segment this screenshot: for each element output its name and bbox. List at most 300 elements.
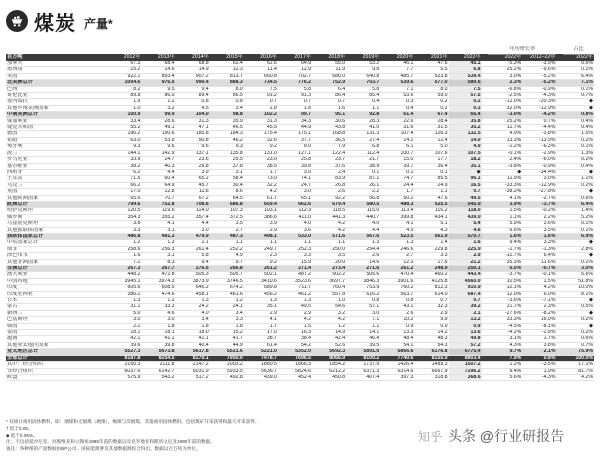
value-cell: 49.8 — [449, 336, 482, 342]
value-cell: 47.1 — [176, 125, 210, 131]
growth-header: 2012–22年 — [522, 54, 556, 61]
growth-cell: -20.3% — [522, 99, 556, 105]
value-cell: 267.3 — [107, 266, 141, 272]
value-cell: 1.3 — [346, 240, 380, 246]
value-cell: 0.2 — [449, 99, 482, 105]
growth-cell: 5.9% — [488, 221, 522, 227]
value-cell: 119.6 — [141, 208, 175, 214]
value-cell: 674.2 — [210, 285, 244, 291]
value-cell: 18.2 — [449, 157, 482, 163]
growth-cell: -3.7% — [522, 201, 556, 207]
share-cell: 0.4% — [563, 118, 594, 124]
value-cell: 102.2 — [244, 112, 278, 118]
growth-cell: -6.0% — [522, 157, 556, 163]
value-cell: 18.1 — [107, 330, 141, 336]
growth-cell: 1.5% — [522, 278, 556, 284]
value-cell: 570.7 — [449, 233, 482, 239]
row-label: 委内瑞拉 — [6, 99, 107, 105]
value-cell: 39.5 — [346, 342, 380, 348]
value-cell: 1489.3 — [414, 362, 448, 368]
row-label: 俄罗斯 — [6, 214, 107, 220]
value-cell: 36.5 — [312, 137, 346, 143]
value-cell: 39.8 — [278, 163, 312, 169]
value-cell: 580.6 — [449, 80, 482, 86]
value-cell: 7.9 — [312, 144, 346, 150]
value-cell: 4.2 — [312, 317, 346, 323]
value-cell: 608.5 — [141, 285, 175, 291]
value-cell: 2.2 — [346, 189, 380, 195]
value-cell: 32.2 — [244, 182, 278, 188]
value-cell: 3.3 — [210, 317, 244, 323]
row-label: 印度尼西亚 — [6, 291, 107, 297]
value-cell: 168.8 — [312, 131, 346, 137]
growth-cell: -13.9% — [522, 137, 556, 143]
value-cell: 461.2 — [278, 291, 312, 297]
value-cell: 434.1 — [414, 214, 448, 220]
value-cell: 1.1 — [414, 189, 448, 195]
value-cell: 43.8 — [312, 125, 346, 131]
growth-cell: -4.4% — [522, 125, 556, 131]
value-cell: 8.0 — [414, 86, 448, 92]
value-cell: 5.5 — [414, 67, 448, 73]
value-cell: 131.3 — [346, 131, 380, 137]
value-cell: 1.9 — [107, 99, 141, 105]
value-cell: 91.2 — [244, 93, 278, 99]
value-cell: 65.1 — [278, 195, 312, 201]
year-header-row — [6, 54, 594, 61]
row-label: 加拿大 — [6, 61, 107, 67]
growth-cell: 3.5% — [522, 227, 556, 233]
value-cell: 39.2 — [449, 304, 482, 310]
value-cell: 46.4 — [346, 336, 380, 342]
value-cell: 458.1 — [176, 291, 210, 297]
value-cell: 40.4 — [176, 342, 210, 348]
value-cell: 9.5 — [141, 86, 175, 92]
growth-cell: 11.6% — [522, 259, 556, 265]
value-cell: 59.0 — [414, 93, 448, 99]
value-cell: ◆ — [449, 169, 482, 175]
value-cell: 175.1 — [278, 131, 312, 137]
row-label: 泰国 — [6, 330, 107, 336]
growth-cell: -4.5% — [488, 323, 522, 329]
value-cell: 28.4 — [414, 118, 448, 124]
value-cell: 6212.2 — [312, 368, 346, 374]
value-cell: 99.9 — [141, 112, 175, 118]
value-cell: 397.3 — [380, 374, 414, 380]
value-cell: 498.1 — [244, 233, 278, 239]
value-cell: 1866.3 — [278, 362, 312, 368]
growth-cell: -0.1% — [522, 272, 556, 278]
value-cell: 399.8 — [380, 214, 414, 220]
footnote: † 低于0.05。 — [6, 425, 33, 431]
share-cell: 0.1% — [563, 86, 594, 92]
row-label: 哈萨克斯坦 — [6, 208, 107, 214]
value-cell: 0.4 — [346, 99, 380, 105]
value-cell: 7.5 — [244, 86, 278, 92]
growth-group-header: 年均增长率 — [488, 46, 556, 54]
value-cell: 16.5 — [449, 182, 482, 188]
value-cell: 5521.6 — [210, 349, 244, 355]
value-cell: 0.8 — [210, 99, 244, 105]
value-cell: 472.8 — [141, 272, 175, 278]
value-cell: 29.8 — [176, 163, 210, 169]
value-cell: 46.5 — [210, 125, 244, 131]
value-cell: 1.1 — [312, 240, 346, 246]
value-cell: 261.4 — [176, 246, 210, 252]
growth-cell: 1.5% — [488, 208, 522, 214]
value-cell: 4.2 — [244, 189, 278, 195]
value-cell: 86.0 — [141, 93, 175, 99]
row-label: 韩国 — [6, 323, 107, 329]
value-cell: 2.9 — [244, 227, 278, 233]
value-cell: 35.1 — [244, 304, 278, 310]
value-cell: 249.7 — [244, 246, 278, 252]
value-cell: 505.3 — [176, 272, 210, 278]
value-cell: 31.5 — [414, 125, 448, 131]
value-cell: 4.6 — [449, 227, 482, 233]
value-cell: 45.1 — [449, 61, 482, 67]
gap-cell — [556, 54, 563, 61]
growth-cell: 3.9% — [488, 201, 522, 207]
value-cell: 67.3 — [107, 61, 141, 67]
value-cell: 63.0 — [107, 137, 141, 143]
row-label: 蒙古 — [6, 304, 107, 310]
share-cell: 0.1% — [563, 221, 594, 227]
growth-cell: 5.6% — [488, 374, 522, 380]
value-cell: 3410.6 — [244, 278, 278, 284]
unit-header: 百万吨 — [6, 54, 107, 61]
share-cell: ◆ — [563, 310, 594, 316]
value-cell: 474.6 — [141, 291, 175, 297]
value-cell: 103.1 — [244, 208, 278, 214]
year-header: 2020年 — [380, 54, 414, 61]
value-cell: 24.9 — [414, 182, 448, 188]
value-cell: 686.0 — [312, 73, 346, 79]
value-cell: 2.6 — [312, 189, 346, 195]
growth-cell: -0.9% — [522, 163, 556, 169]
value-cell: 357.4 — [176, 214, 210, 220]
value-cell: 488.3 — [380, 201, 414, 207]
page-subtitle: 产量* — [84, 16, 113, 31]
value-cell: 1.0 — [312, 298, 346, 304]
value-cell: 571.6 — [312, 233, 346, 239]
value-cell: 38.2 — [107, 163, 141, 169]
value-cell: 3.8 — [107, 221, 141, 227]
value-cell: 3.0 — [346, 310, 380, 316]
value-cell: 481.3 — [141, 233, 175, 239]
value-cell: 8.0 — [278, 144, 312, 150]
row-label: 日本 — [6, 298, 107, 304]
growth-cell: 1.9% — [522, 368, 556, 374]
value-cell: 539.4 — [449, 73, 482, 79]
value-cell: 1.3 — [176, 298, 210, 304]
value-cell: 38.9 — [346, 163, 380, 169]
value-cell: 33.9 — [107, 157, 141, 163]
value-cell: 32.6 — [244, 137, 278, 143]
value-cell: 5352.0 — [278, 349, 312, 355]
growth-cell: 0.5% — [488, 266, 522, 272]
value-cell: 126.3 — [414, 131, 448, 137]
value-cell: 5.0 — [107, 310, 141, 316]
value-cell: 42.1 — [107, 336, 141, 342]
value-cell: 46.1 — [380, 61, 414, 67]
value-cell: 49.5 — [449, 195, 482, 201]
value-cell: 258.6 — [107, 246, 141, 252]
row-label: 英国 — [6, 189, 107, 195]
year-header: 2012年 — [107, 54, 141, 61]
value-cell: 31.3 — [176, 118, 210, 124]
value-cell: 46.2 — [210, 137, 244, 143]
value-cell: 3.0 — [141, 317, 175, 323]
growth-cell: -38.2% — [488, 189, 522, 195]
value-cell: 12.9 — [278, 67, 312, 73]
share-cell: 51.8% — [563, 278, 594, 284]
footnote: 备注：各种煤的产量数据由BP公司、国际能源署及其他数据源综合得出。数据以百万吨为单位。 — [6, 446, 201, 452]
value-cell: 3523.6 — [278, 278, 312, 284]
growth-cell: 0.7% — [522, 118, 556, 124]
value-cell: 907.2 — [176, 73, 210, 79]
value-cell: 4.4 — [346, 227, 380, 233]
row-label: 欧盟 — [6, 374, 107, 380]
value-cell: 4.5 — [380, 227, 414, 233]
value-cell: 734.5 — [244, 80, 278, 86]
share-cell: ◆ — [563, 240, 594, 246]
growth-cell: 16.0% — [522, 317, 556, 323]
share-cell: 8.1% — [563, 291, 594, 297]
growth-cell: -5.3% — [488, 61, 522, 67]
value-cell: 9.2 — [244, 259, 278, 265]
value-cell: 35.8 — [449, 118, 482, 124]
value-cell: 120.5 — [107, 208, 141, 214]
value-cell: 57.1 — [346, 304, 380, 310]
value-cell: 3846.3 — [346, 278, 380, 284]
growth-cell: -3.6% — [488, 298, 522, 304]
value-cell: 24.2 — [176, 304, 210, 310]
value-cell: 17.0 — [244, 330, 278, 336]
value-cell: 460.2 — [414, 272, 448, 278]
value-cell: 525.5 — [414, 201, 448, 207]
value-cell: 0.9 — [414, 323, 448, 329]
value-cell: 614.0 — [414, 291, 448, 297]
value-cell: 4.0 — [278, 221, 312, 227]
value-cell: 0.7 — [312, 99, 346, 105]
value-cell: 18.0 — [176, 330, 210, 336]
value-cell: 813.7 — [210, 73, 244, 79]
share-cell: 0.2% — [563, 137, 594, 143]
value-cell: 441.3 — [312, 214, 346, 220]
value-cell: 976.5 — [141, 80, 175, 86]
value-cell: 8.0 — [210, 86, 244, 92]
value-cell: 0.3 — [449, 105, 482, 111]
value-cell: 41.7 — [210, 336, 244, 342]
value-cell: 53.2 — [346, 61, 380, 67]
share-cell: 0.1% — [563, 144, 594, 150]
value-cell: 144.1 — [107, 150, 141, 156]
value-cell: 37.6 — [312, 163, 346, 169]
value-cell: 1.2 — [141, 298, 175, 304]
value-cell: 47.6 — [414, 61, 448, 67]
growth-cell: -4.2% — [522, 112, 556, 118]
value-cell: 85.5 — [414, 176, 448, 182]
value-cell: 48.4 — [380, 336, 414, 342]
row-label: 乌兹别克斯坦 — [6, 221, 107, 227]
value-cell: 7696.5 — [278, 355, 312, 361]
value-cell: 543.2 — [141, 374, 175, 380]
value-cell: 25.8 — [278, 157, 312, 163]
value-cell: 15.9 — [278, 259, 312, 265]
value-cell: 55.2 — [107, 125, 141, 131]
year-header: 2016年 — [244, 54, 278, 61]
value-cell: 0.3 — [380, 99, 414, 105]
value-cell: 39.7 — [380, 163, 414, 169]
growth-cell: 33.3% — [488, 317, 522, 323]
value-cell: 70.7 — [141, 195, 175, 201]
share-cell: 17.1% — [563, 362, 594, 368]
share-cell: 0.1% — [563, 67, 594, 73]
value-cell: 28.6 — [141, 118, 175, 124]
footnote: 注：不包括爱沙尼亚。拉脱维亚和立陶宛1985年前的数据以及克罗地亚和斯洛文尼亚1990年前的数据。 — [6, 439, 215, 445]
value-cell: 61.4 — [244, 342, 278, 348]
value-cell: 1.3 — [141, 240, 175, 246]
value-cell: 5866.6 — [380, 349, 414, 355]
value-cell: 7950.0 — [210, 355, 244, 361]
share-cell: 3.0% — [563, 266, 594, 272]
growth-header: 2022年 — [488, 54, 522, 61]
growth-cell: -4.2% — [488, 330, 522, 336]
value-cell: 54.3 — [414, 342, 448, 348]
value-cell: 3.1 — [210, 169, 244, 175]
row-label: 其中：经合组织 — [6, 362, 107, 368]
value-cell: 2150.3 — [107, 362, 141, 368]
value-cell: 6176.8 — [414, 349, 448, 355]
value-cell: 14.6 — [141, 67, 175, 73]
value-cell: 98.8 — [210, 112, 244, 118]
value-cell: 68.8 — [176, 61, 210, 67]
value-cell: 100.9 — [107, 112, 141, 118]
value-cell: 73.0 — [244, 176, 278, 182]
value-cell: 1.2 — [312, 323, 346, 329]
value-cell: 55.0 — [312, 61, 346, 67]
value-cell: 5636.7 — [244, 368, 278, 374]
row-label: 中国内地 — [6, 278, 107, 284]
value-cell: 17.0 — [107, 189, 141, 195]
growth-cell: 4.9% — [488, 131, 522, 137]
value-cell: 0.9 — [380, 323, 414, 329]
value-cell: 26.8 — [312, 182, 346, 188]
value-cell: 4.4 — [176, 221, 210, 227]
share-cell: 0.2% — [563, 157, 594, 163]
row-label: 其他亚太地区国家 — [6, 342, 107, 348]
share-cell: ◆ — [563, 169, 594, 175]
value-cell: 9.3 — [210, 144, 244, 150]
share-cell: 4.2% — [563, 374, 594, 380]
value-cell: 99.7 — [278, 112, 312, 118]
watermark-right: 头条 @行业研报告 — [448, 428, 565, 444]
value-cell: 39.8 — [141, 342, 175, 348]
value-cell: 122.4 — [312, 150, 346, 156]
value-cell: 5891.0 — [346, 349, 380, 355]
value-cell: 0.1 — [380, 169, 414, 175]
production-table-wrap — [6, 46, 594, 381]
value-cell: 24.7 — [141, 157, 175, 163]
year-header: 2013年 — [141, 54, 175, 61]
value-cell: 0.7 — [414, 298, 448, 304]
value-cell: 42.4 — [312, 336, 346, 342]
value-cell: 3.4 — [210, 105, 244, 111]
value-cell: 1.1 — [210, 240, 244, 246]
growth-cell: 25.2% — [488, 67, 522, 73]
growth-cell: -33.3% — [488, 182, 522, 188]
value-cell: 64.5 — [210, 195, 244, 201]
value-cell: 35.2 — [449, 125, 482, 131]
growth-cell: -2.5% — [488, 93, 522, 99]
value-cell: 6037.6 — [107, 368, 141, 374]
value-cell: 470.4 — [380, 272, 414, 278]
value-cell: 9.6 — [141, 144, 175, 150]
value-cell: 39.6 — [107, 342, 141, 348]
value-cell: 52.6 — [312, 342, 346, 348]
value-cell: 760.4 — [312, 285, 346, 291]
share-group-header: 占比 — [563, 46, 594, 54]
value-cell: 32.3 — [414, 304, 448, 310]
value-cell: 62.6 — [244, 61, 278, 67]
value-cell: 37.8 — [210, 163, 244, 169]
year-header: 2017年 — [278, 54, 312, 61]
value-cell: 3.3 — [414, 253, 448, 259]
value-cell: 0.1 — [346, 169, 380, 175]
growth-cell: 11.9% — [488, 176, 522, 182]
share-cell: 0.2% — [563, 259, 594, 265]
value-cell: 2147.2 — [176, 362, 210, 368]
value-cell: 254.4 — [346, 246, 380, 252]
share-cell: 1.4% — [563, 208, 594, 214]
year-header: 2014年 — [176, 54, 210, 61]
growth-cell: -7.1% — [522, 298, 556, 304]
value-cell: 486.8 — [107, 233, 141, 239]
value-cell: 96.1 — [449, 176, 482, 182]
value-cell: 30.6 — [312, 118, 346, 124]
share-cell: 5.2% — [563, 214, 594, 220]
share-cell: 1.1% — [563, 176, 594, 182]
value-cell: 752.8 — [141, 201, 175, 207]
value-cell: 56.8 — [346, 195, 380, 201]
share-cell: 2.8% — [563, 246, 594, 252]
growth-cell: 3.3% — [522, 240, 556, 246]
value-cell: 44.9 — [210, 342, 244, 348]
value-cell: 31.3 — [244, 118, 278, 124]
coal-production-table — [6, 46, 594, 381]
value-cell: 7478.7 — [244, 355, 278, 361]
value-cell: 100.7 — [380, 150, 414, 156]
share-header: 2022年 — [563, 54, 594, 61]
value-cell: 760.2 — [380, 285, 414, 291]
value-cell: 6.2 — [107, 169, 141, 175]
value-cell: 1.5 — [278, 323, 312, 329]
growth-cell: 32.0% — [488, 105, 522, 111]
growth-cell: -11.7% — [488, 253, 522, 259]
value-cell: 687.4 — [449, 291, 482, 297]
value-cell: 1.8 — [176, 323, 210, 329]
value-cell: 104.0 — [176, 112, 210, 118]
value-cell: 5.8 — [278, 86, 312, 92]
value-cell: 185.8 — [176, 131, 210, 137]
growth-cell: 4.1% — [488, 195, 522, 201]
value-cell: 50.2 — [380, 195, 414, 201]
value-cell: 14.2 — [414, 330, 448, 336]
value-cell: 7296.2 — [449, 368, 482, 374]
growth-cell: 9.7% — [488, 349, 522, 355]
value-cell: 3873.9 — [176, 278, 210, 284]
